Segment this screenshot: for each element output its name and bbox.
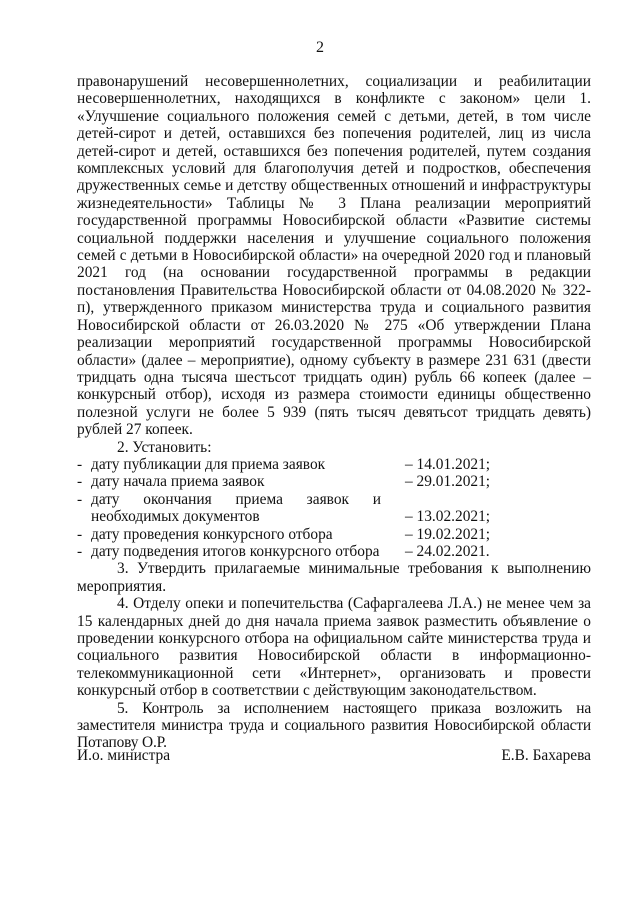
date-row-results [77,543,591,560]
date-value: – 13.02.2021; [405,508,491,526]
page-number: 2 [316,39,324,56]
item-4-paragraph: 4. Отделу опеки и попечительства (Сафаргалеева Л.А.) не менее чем за 15 календарных дней до дня начала приема заявок разместить объявление о проведении конкурсного отбора на официальном сайте министерства труда и социального развития Новосибирской области в информационно-телекоммуникационной сети «Интернет», организовать и провести конкурсный отбор в соответствии с действующим законодательством. [77,595,591,700]
list-dash: - [77,473,83,491]
signatory-position: И.о. министра [77,747,171,764]
intro-paragraph: правонарушений несовершеннолетних, социализации и реабилитации несовершеннолетних, находящихся в конфликте с законом» цели 1. «Улучшение социального положения семей с детьми, детей, в том числе детей-сирот и детей, оставшихся без попечения родителей, лиц из числа детей-сирот и детей, оставшихся без попечения родителей, путем создания комплексных условий для благополучия детей и подростков, обеспечения дружественных семье и детству общественных отношений и инфраструктуры жизнедеятельности» Таблицы № 3 Плана реализации мероприятий государственной программы Новосибирской области «Развитие системы социальной поддержки населения и улучшение социального положения семей с детьми в Новосибирской области» на очередной 2020 год и плановый 2021 год (на основании государственной программы в редакции постановления Правительства Новосибирской области от 04.08.2020 № 322-п), утвержденного приказом министерства труда и социального развития Новосибирской области от 26.03.2020 № 275 «Об утверждении Плана реализации мероприятий государственной программы Новосибирской области» (далее – мероприятие), одному субъекту в размере 231 631 (двести тридцать одна тысяча шестьсот тридцать один) рубль 66 копеек (далее – конкурсный отбор), исходя из размера стоимости единицы общественно полезной услуги не более 5 939 (пять тысяч девятьсот тридцать девять) рублей 27 копеек. [77,73,591,439]
list-dash: - [77,490,83,508]
signature-block [77,747,591,765]
item-5-paragraph: 5. Контроль за исполнением настоящего приказа возложить на заместителя министра труда и социального развития Новосибирской области Потапову О.Р. [77,699,591,752]
date-value: – 29.01.2021; [405,473,491,491]
list-dash: - [77,525,83,543]
dates-list [77,456,591,560]
date-label: дату подведения итогов конкурсного отбора [91,542,380,560]
date-value: – 24.02.2021. [405,542,490,560]
date-row-selection [77,526,591,543]
list-dash: - [77,542,83,560]
date-label-line-2: необходимых документов [91,508,260,526]
signatory-name: Е.В. Бахарева [501,747,591,764]
item-3-paragraph: 3. Утвердить прилагаемые минимальные требования к выполнению мероприятия. [77,560,591,595]
date-value: – 19.02.2021; [405,525,491,543]
date-label [91,491,381,526]
list-dash: - [77,455,83,473]
date-row-start [77,473,591,490]
date-value: – 14.01.2021; [405,455,491,473]
item-2-heading: 2. Установить: [117,438,212,456]
date-row-publication [77,456,591,473]
document-body [77,73,591,752]
date-label: дату начала приема заявок [91,473,265,491]
date-label-line-1: дату окончания приема заявок и [91,490,381,508]
date-label: дату публикации для приема заявок [91,455,326,473]
date-row-end [77,491,591,526]
date-label: дату проведения конкурсного отбора [91,525,333,543]
